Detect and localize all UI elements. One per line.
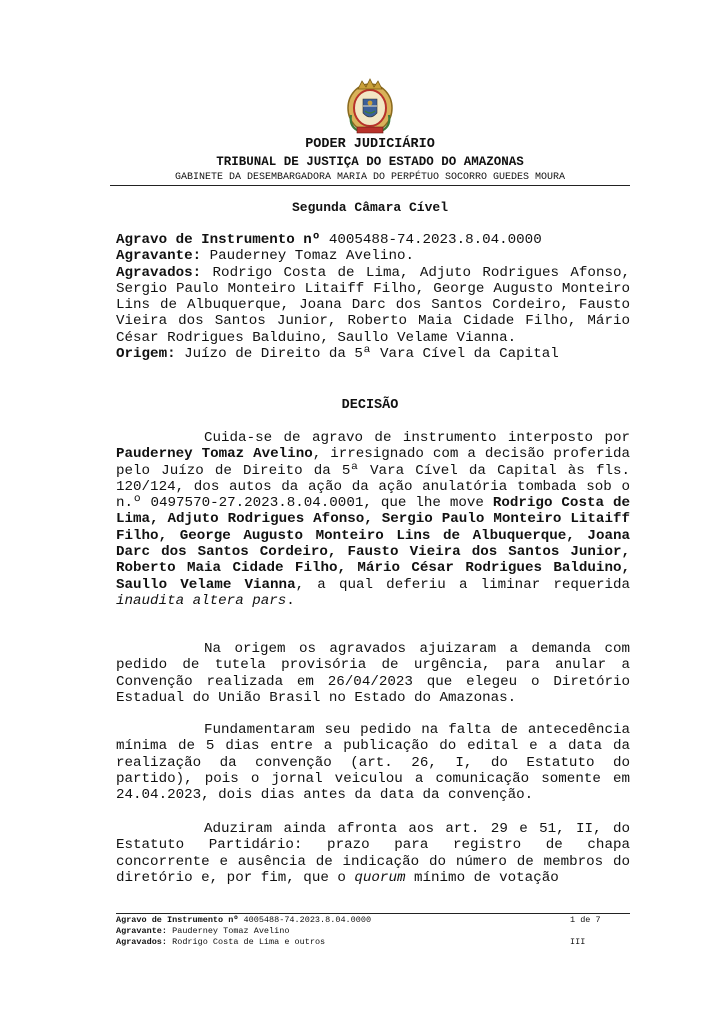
agravados-label: Agravados: xyxy=(116,264,202,281)
caption-agravados xyxy=(116,265,630,346)
decisao-title: DECISÃO xyxy=(341,398,399,413)
paragraph-4 xyxy=(116,821,630,886)
footer-agravante-value: Pauderney Tomaz Avelino xyxy=(167,926,290,936)
origem-label: Origem: xyxy=(116,346,176,363)
paragraph-3 xyxy=(116,722,630,803)
agravo-number: 4005488-74.2023.8.04.0000 xyxy=(320,232,542,248)
footer-page-number: 1 de 7 xyxy=(570,915,601,925)
caption-agravo xyxy=(116,232,630,248)
header-tribunal: TRIBUNAL DE JUSTIÇA DO ESTADO DO AMAZONAS xyxy=(216,155,524,169)
p3-text: Fundamentaram seu pedido na falta de antecedência mínima de 5 dias entre a publicação do edital e a data da realização da convenção (art. 26, I, do Estatuto do partido), pois o jornal veiculou a comunicação somente em 24.04.2023, dois dias antes da data da convenção. xyxy=(116,722,630,804)
camara-title: Segunda Câmara Cível xyxy=(291,200,449,215)
tjam-coat-of-arms-icon xyxy=(343,75,397,137)
header-divider xyxy=(110,185,630,186)
p1-text-a: Cuida-se de agravo de instrumento interposto por xyxy=(204,430,630,446)
paragraph-2 xyxy=(116,641,630,706)
header-gabinete: GABINETE DA DESEMBARGADORA MARIA DO PERPÉTUO SOCORRO GUEDES MOURA xyxy=(174,172,566,183)
footer-agravo-number: 4005488-74.2023.8.04.0000 xyxy=(238,915,372,925)
p2-text: Na origem os agravados ajuizaram a demanda com pedido de tutela provisória de urgência, para anular a Convenção realizada em 26/04/2023 que elegeu o Diretório Estadual do União Brasil no Estado do Amazonas. xyxy=(116,641,630,706)
p1-latin-term: inaudita altera pars xyxy=(116,592,287,609)
footer-agravados-label: Agravados: xyxy=(116,937,168,947)
p1-agravados-names: Rodrigo Costa de Lima, Adjuto Rodrigues Afonso, Sergio Paulo Monteiro Litaiff Filho, George Augusto Monteiro Lins de Albuquerque, Joana Darc dos Santos Cordeiro, Fausto Vieira dos Santos Junior, Roberto Maia Cidade Filho, Mário César Rodrigues Balduino, Saullo Velame Vianna xyxy=(116,495,630,593)
case-caption xyxy=(116,232,630,362)
caption-agravante xyxy=(116,248,630,264)
footer-divider xyxy=(116,913,630,914)
footer-agravados-value: Rodrigo Costa de Lima e outros xyxy=(167,937,326,947)
p4-text-c: mínimo de votação xyxy=(405,869,559,886)
agravados-value: Rodrigo Costa de Lima, Adjuto Rodrigues Afonso, Sergio Paulo Monteiro Litaiff Filho, George Augusto Monteiro Lins de Albuquerque, Joana Darc dos Santos Cordeiro, Fausto Vieira dos Santos Junior, Roberto Maia Cidade Filho, Mário César Rodrigues Balduino, Saullo Velame Vianna. xyxy=(116,264,630,346)
footer-code: III xyxy=(570,937,586,947)
agravante-label: Agravante: xyxy=(116,248,202,265)
agravante-value: Pauderney Tomaz Avelino. xyxy=(201,248,414,265)
agravo-label: Agravo de Instrumento nº xyxy=(116,232,321,248)
p1-text-c: , irresignado com a decisão proferida pelo Juízo de Direito da 5ª Vara Cível da Capital às fls. 120/124, dos autos da ação da ação anulatória tombada sob o n.º 0497570-27.2023.8.04.0001, que lhe move xyxy=(116,446,631,512)
origem-value: Juízo de Direito da 5ª Vara Cível da Capital xyxy=(175,346,559,363)
caption-origem xyxy=(116,346,630,362)
paragraph-1 xyxy=(116,430,630,609)
footer-agravante-label: Agravante: xyxy=(116,926,168,936)
footer xyxy=(116,915,630,948)
p1-text-e: , a qual deferiu a liminar requerida xyxy=(295,576,631,593)
footer-agravo-label: Agravo de Instrumento nº xyxy=(116,915,239,925)
header-poder-judiciario: PODER JUDICIÁRIO xyxy=(305,137,435,152)
p4-quorum: quorum xyxy=(354,869,406,886)
p1-agravante-name: Pauderney Tomaz Avelino xyxy=(116,446,313,463)
p4-text-a: Aduziram ainda afronta aos art. 29 e 51, II, do Estatuto Partidário: prazo para registro de chapa concorrente e ausência de indicação do número de membros do diretório e, por fim, que o xyxy=(116,821,630,886)
p1-text-g: . xyxy=(286,592,295,609)
